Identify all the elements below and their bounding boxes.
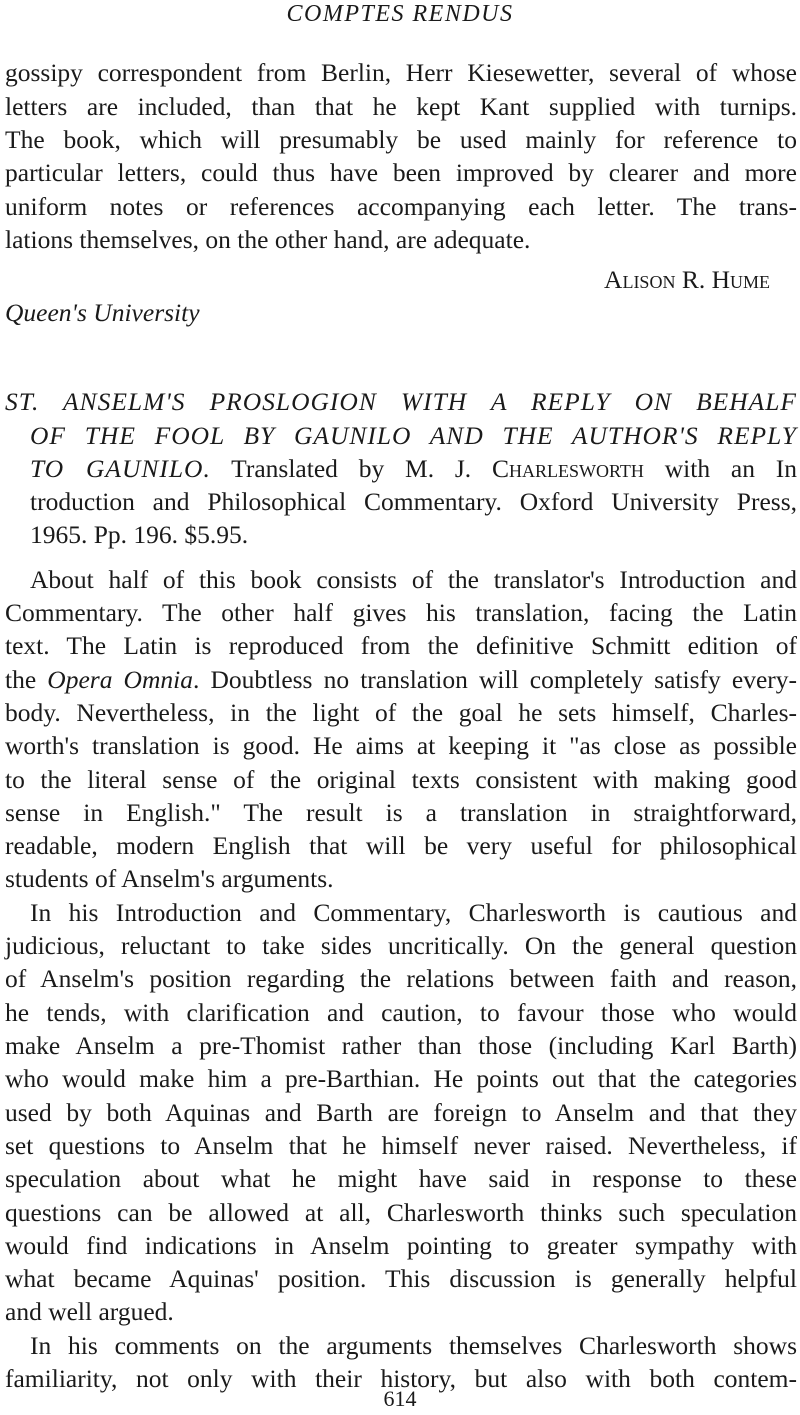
text-line: Commentary. The other half gives his translation, facing the Latin <box>5 598 797 627</box>
text-line: of Anselm's position regarding the relations between faith and reason, <box>5 964 797 993</box>
text-fragment: the <box>5 665 48 694</box>
text-line: body. Nevertheless, in the light of the goal he sets himself, Charles- <box>5 698 797 727</box>
translator-name: Charlesworth <box>492 454 644 483</box>
text-line: speculation about what he might have said in response to these <box>5 1164 797 1193</box>
book-title-line: ST. ANSELM'S PROSLOGION WITH A REPLY ON BEHALF <box>5 387 797 416</box>
translated-by: Translated by M. J. <box>210 454 492 483</box>
publication-info: troduction and Philosophical Commentary. Oxford University Press, <box>30 487 797 516</box>
text-line: judicious, reluctant to take sides uncritically. On the general question <box>5 931 797 960</box>
text-line: readable, modern English that will be very useful for philosophical <box>5 831 797 860</box>
text-line: questions can be allowed at all, Charlesworth thinks such speculation <box>5 1198 797 1227</box>
work-title: Opera Omnia <box>47 665 193 694</box>
page-number: 614 <box>383 1386 417 1411</box>
book-title-end: TO GAUNILO. <box>30 454 211 483</box>
text-line: would find indications in Anselm pointing to greater sympathy with <box>5 1231 797 1260</box>
book-title-line <box>30 454 797 484</box>
text-line: lations themselves, on the other hand, are adequate. <box>5 225 531 254</box>
reviewer-affiliation: Queen's University <box>5 298 200 327</box>
text-line: make Anselm a pre-Thomist rather than those (including Karl Barth) <box>5 1031 797 1060</box>
text-line: and well argued. <box>5 1297 174 1326</box>
running-head: COMPTES RENDUS <box>286 1 514 27</box>
text-line: gossipy correspondent from Berlin, Herr Kiesewetter, several of whose <box>5 58 797 87</box>
text-line <box>5 665 797 695</box>
text-line: About half of this book consists of the translator's Introduction and <box>30 565 797 594</box>
text-line: students of Anselm's arguments. <box>5 864 334 893</box>
text-line: uniform notes or references accompanying each letter. The trans- <box>5 192 797 221</box>
text-line: text. The Latin is reproduced from the definitive Schmitt edition of <box>5 631 797 660</box>
text-line: who would make him a pre-Barthian. He points out that the categories <box>5 1064 797 1093</box>
text-line: letters are included, than that he kept Kant supplied with turnips. <box>5 92 797 121</box>
text-line: In his comments on the arguments themselves Charlesworth shows <box>30 1331 797 1360</box>
text-line: he tends, with clarification and caution, to favour those who would <box>5 998 797 1027</box>
title-line-rest: with an In <box>643 454 797 483</box>
text-line: what became Aquinas' position. This discussion is generally helpful <box>5 1264 797 1293</box>
text-line: particular letters, could thus have been improved by clearer and more <box>5 158 797 187</box>
reviewer-name: Alison R. Hume <box>604 265 770 294</box>
text-line: worth's translation is good. He aims at keeping it "as close as possible <box>5 731 797 760</box>
book-title-line: OF THE FOOL BY GAUNILO AND THE AUTHOR'S REPLY <box>30 421 797 450</box>
text-line: used by both Aquinas and Barth are foreign to Anselm and that they <box>5 1098 797 1127</box>
text-fragment: . Doubtless no translation will completely satisfy every- <box>192 665 797 694</box>
text-line: familiarity, not only with their history, but also with both contem- <box>5 1364 797 1393</box>
text-line: set questions to Anselm that he himself never raised. Nevertheless, if <box>5 1131 797 1160</box>
text-line: In his Introduction and Commentary, Charlesworth is cautious and <box>30 898 797 927</box>
text-line: to the literal sense of the original texts consistent with making good <box>5 765 797 794</box>
text-line: sense in English." The result is a translation in straightforward, <box>5 798 797 827</box>
publication-details: 1965. Pp. 196. $5.95. <box>30 520 249 549</box>
text-line: The book, which will presumably be used mainly for reference to <box>5 125 797 154</box>
